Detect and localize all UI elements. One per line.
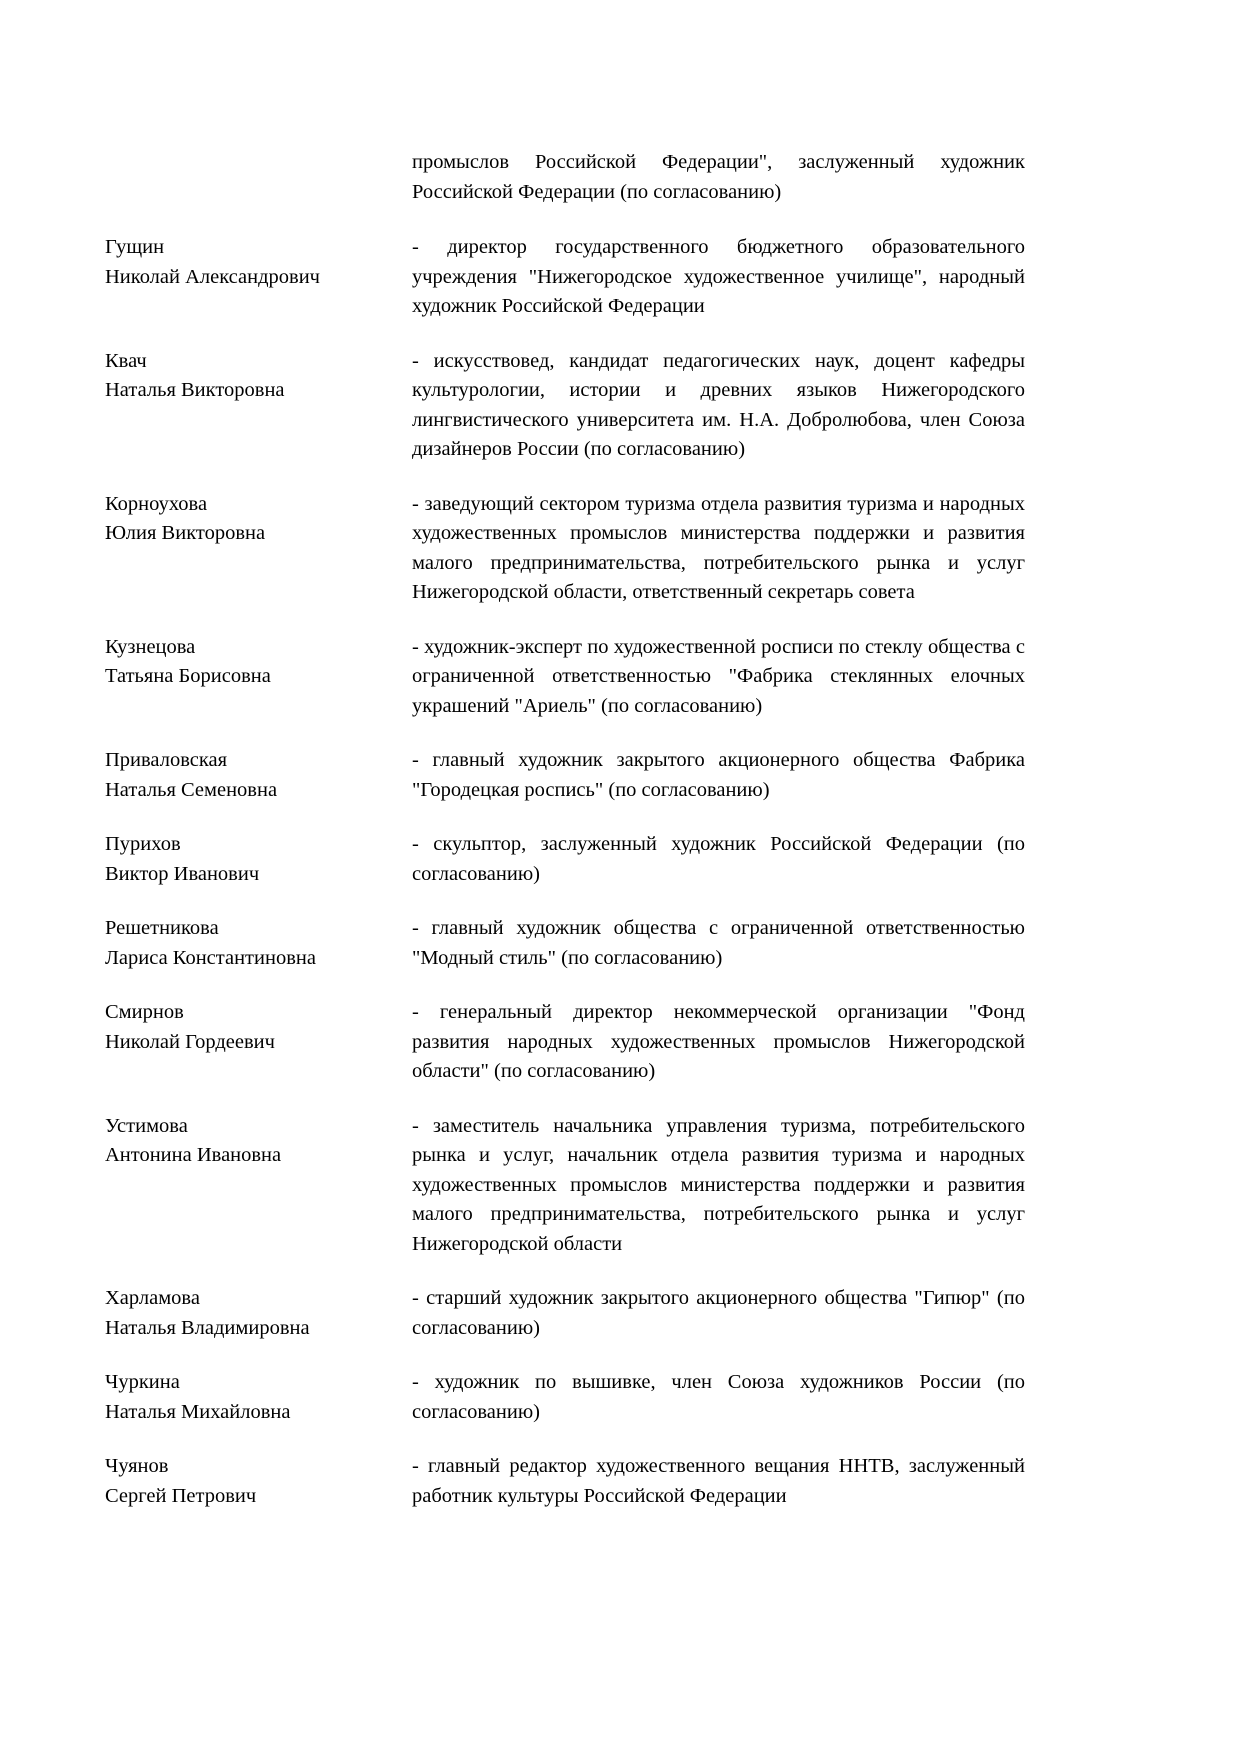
entry-surname: Устимова — [105, 1114, 188, 1137]
entry-given-name: Наталья Викторовна — [105, 379, 285, 401]
entry-given-name: Антонина Ивановна — [105, 1144, 282, 1166]
entry-description-text: - художник-эксперт по художественной росписи по стеклу общества с ограниченной ответственностью "Фабрика стеклянных елочных украшений "Ариель" (по согласованию) — [412, 635, 1025, 717]
entry-description-text: - старший художник закрытого акционерного общества "Гипюр" (по согласованию) — [412, 1287, 1025, 1339]
entry-description — [412, 830, 1025, 889]
continuation-entry — [105, 148, 1025, 207]
roster-entry-purikhov — [105, 830, 1025, 889]
roster-entry-kharlamova — [105, 1284, 1025, 1343]
entry-description — [412, 1368, 1025, 1427]
continuation-description — [412, 148, 1025, 207]
roster-entry-chuyanov — [105, 1452, 1025, 1511]
roster-entry-ustimova — [105, 1112, 1025, 1260]
entry-name-cell — [105, 1368, 412, 1427]
entry-name-cell — [105, 347, 412, 406]
entry-surname: Квач — [105, 349, 147, 372]
roster-entry-privalovskaya — [105, 746, 1025, 805]
entry-name-cell — [105, 746, 412, 805]
roster-entry-kornoukhova — [105, 490, 1025, 608]
roster-entry-guschin — [105, 233, 1025, 322]
entry-surname: Чуркина — [105, 1371, 180, 1393]
entry-description — [412, 1284, 1025, 1343]
entry-name-cell — [105, 914, 412, 973]
roster-entry-kvach — [105, 347, 1025, 465]
entry-surname: Решетникова — [105, 917, 219, 939]
entry-description-text: - художник по вышивке, член Союза художников России (по согласованию) — [412, 1371, 1025, 1423]
entry-description — [412, 233, 1025, 322]
roster-entry-churkina — [105, 1368, 1025, 1427]
continuation-description-text: промыслов Российской Федерации", заслуженный художник Российской Федерации (по согласованию) — [412, 151, 1025, 203]
entry-given-name: Николай Гордеевич — [105, 1030, 275, 1053]
roster-list — [105, 148, 1025, 1511]
roster-entry-smirnov — [105, 998, 1025, 1087]
entry-given-name: Наталья Михайловна — [105, 1400, 291, 1423]
entry-given-name: Виктор Иванович — [105, 862, 260, 885]
entry-description-text: - главный художник закрытого акционерного общества Фабрика "Городецкая роспись" (по согласованию) — [412, 749, 1025, 801]
entry-description — [412, 746, 1025, 805]
roster-entry-reshetnikova — [105, 914, 1025, 973]
entry-surname: Харламова — [105, 1287, 200, 1309]
entry-name-cell — [105, 830, 412, 889]
entry-description — [412, 1452, 1025, 1511]
roster-entry-kuznetsova — [105, 633, 1025, 722]
entry-surname: Приваловская — [105, 749, 228, 771]
entry-given-name: Наталья Семеновна — [105, 778, 278, 801]
entry-surname: Корноухова — [105, 492, 208, 515]
entry-description-text: - генеральный директор некоммерческой организации "Фонд развития народных художественных промыслов Нижегородской области" (по согласованию) — [412, 1001, 1025, 1082]
entry-surname: Чуянов — [105, 1455, 169, 1477]
entry-name-cell — [105, 1112, 412, 1171]
entry-description-text: - главный художник общества с ограниченной ответственностью "Модный стиль" (по согласованию) — [412, 917, 1025, 969]
entry-description-text: - главный редактор художественного вещания ННТВ, заслуженный работник культуры Российской Федерации — [412, 1455, 1025, 1507]
entry-description-text: - директор государственного бюджетного образовательного учреждения "Нижегородское художественное училище", народный художник Российской Федерации — [412, 236, 1025, 317]
entry-surname: Кузнецова — [105, 635, 196, 658]
entry-given-name: Татьяна Борисовна — [105, 665, 271, 687]
entry-name-cell — [105, 233, 412, 292]
entry-name-cell — [105, 633, 412, 692]
entry-name-cell — [105, 490, 412, 549]
entry-description-text: - заведующий сектором туризма отдела развития туризма и народных художественных промыслов министерства поддержки и развития малого предпринимательства, потребительского рынка и услуг Нижегородской области, ответственный секретарь совета — [412, 492, 1025, 603]
entry-given-name: Юлия Викторовна — [105, 522, 266, 544]
entry-name-cell — [105, 998, 412, 1057]
entry-name-cell — [105, 1284, 412, 1343]
entry-given-name: Сергей Петрович — [105, 1484, 257, 1507]
entry-surname: Пурихов — [105, 833, 181, 855]
entry-description — [412, 914, 1025, 973]
entry-surname: Смирнов — [105, 1001, 184, 1023]
entry-surname: Гущин — [105, 236, 165, 258]
entry-description-text: - искусствовед, кандидат педагогических наук, доцент кафедры культурологии, истории и древних языков Нижегородского лингвистического университета им. Н.А. Добролюбова, член Союза дизайнеров России (по согласованию) — [412, 349, 1025, 460]
entry-description — [412, 1112, 1025, 1260]
entry-description — [412, 347, 1025, 465]
entry-name-cell — [105, 1452, 412, 1511]
entry-description — [412, 490, 1025, 608]
entry-given-name: Наталья Владимировна — [105, 1316, 310, 1339]
entry-description-text: - заместитель начальника управления туризма, потребительского рынка и услуг, начальник отдела развития туризма и народных художественных промыслов министерства поддержки и развития малого предпринимательства, потребительского рынка и услуг Нижегородской области — [412, 1114, 1025, 1255]
entry-description — [412, 998, 1025, 1087]
entry-description — [412, 633, 1025, 722]
entry-description-text: - скульптор, заслуженный художник Российской Федерации (по согласованию) — [412, 833, 1025, 885]
entry-given-name: Лариса Константиновна — [105, 946, 316, 969]
entry-given-name: Николай Александрович — [105, 265, 320, 288]
